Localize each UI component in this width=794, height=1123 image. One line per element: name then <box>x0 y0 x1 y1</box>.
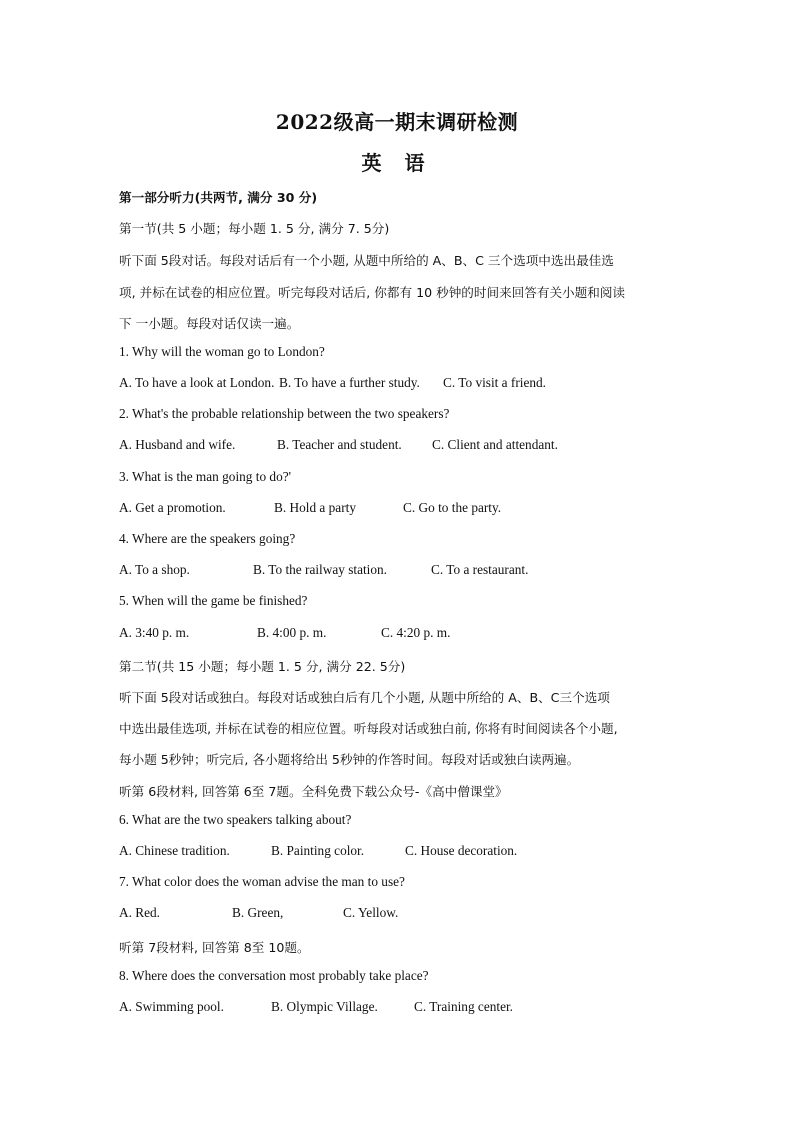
option-c: C. Yellow. <box>343 905 399 920</box>
option-b: B. Olympic Village. <box>271 999 378 1014</box>
question-options <box>119 999 513 1015</box>
question-options <box>119 625 450 641</box>
option-a: A. Chinese tradition. <box>119 843 230 858</box>
option-a: A. Swimming pool. <box>119 999 224 1014</box>
option-c: C. 4:20 p. m. <box>381 625 451 640</box>
question-options <box>119 500 501 516</box>
section1-instruction-line: 项, 并标在试卷的相应位置。听完每段对话后, 你都有 10 秒钟的时间来回答有关小题和阅读 <box>119 285 626 300</box>
option-c: C. Training center. <box>414 999 513 1014</box>
section2-heading: 第二节(共 15 小题；每小题 1. 5 分, 满分 22. 5分) <box>119 659 406 674</box>
question-text: 4. Where are the speakers going? <box>119 531 296 546</box>
section1-instruction-line: 下 一小题。每段对话仅读一遍。 <box>119 316 300 331</box>
question-options <box>119 562 528 578</box>
question-text: 7. What color does the woman advise the man to use? <box>119 874 405 889</box>
option-a: A. Red. <box>119 905 160 920</box>
option-b: B. Green, <box>232 905 284 920</box>
section1-heading: 第一节(共 5 小题；每小题 1. 5 分, 满分 7. 5分) <box>119 221 390 236</box>
option-b: B. Teacher and student. <box>277 437 402 452</box>
part1-heading: 第一部分听力(共两节, 满分 30 分) <box>119 190 318 205</box>
section2-instruction-line: 每小题 5秒钟；听完后, 各小题将给出 5秒钟的作答时间。每段对话或独白读两遍。 <box>119 752 580 767</box>
option-c: C. To visit a friend. <box>443 375 546 390</box>
option-b: B. To the railway station. <box>253 562 387 577</box>
option-c: C. Go to the party. <box>403 500 502 515</box>
question-options <box>119 843 517 859</box>
subject-title: 英 语 <box>361 151 433 175</box>
option-c: C. To a restaurant. <box>431 562 529 577</box>
option-c: C. Client and attendant. <box>432 437 558 452</box>
section2-instruction-line: 中选出最佳选项, 并标在试卷的相应位置。听每段对话或独白前, 你将有时间阅读各个小题, <box>119 721 618 736</box>
question-options <box>119 437 558 453</box>
option-b: B. To have a further study. <box>279 375 420 390</box>
option-a: A. Husband and wife. <box>119 437 236 452</box>
question-options <box>119 375 546 391</box>
exam-title: 2022级高一期末调研检测 <box>275 110 519 134</box>
option-a: A. 3:40 p. m. <box>119 625 190 640</box>
question-text: 5. When will the game be finished? <box>119 593 308 608</box>
option-a: A. To a shop. <box>119 562 190 577</box>
section1-instruction-line: 听下面 5段对话。每段对话后有一个小题, 从题中所给的 A、B、C 三个选项中选出最佳选 <box>119 253 614 268</box>
option-b: B. Painting color. <box>271 843 365 858</box>
question-text: 6. What are the two speakers talking about? <box>119 812 352 827</box>
question-options <box>119 905 398 921</box>
option-b: B. 4:00 p. m. <box>257 625 327 640</box>
option-a: A. Get a promotion. <box>119 500 226 515</box>
option-c: C. House decoration. <box>405 843 518 858</box>
section2-instruction-line: 听下面 5段对话或独白。每段对话或独白后有几个小题, 从题中所给的 A、B、C三个选项 <box>119 690 610 705</box>
material-instruction: 听第 6段材料, 回答第 6至 7题。全科免费下载公众号-《高中僧课堂》 <box>119 784 508 799</box>
question-text: 1. Why will the woman go to London? <box>119 344 325 359</box>
question-text: 3. What is the man going to do?' <box>119 469 292 484</box>
question-text: 8. Where does the conversation most probably take place? <box>119 968 429 983</box>
question-text: 2. What's the probable relationship between the two speakers? <box>119 406 450 421</box>
option-b: B. Hold a party <box>274 500 356 515</box>
material-instruction: 听第 7段材料, 回答第 8至 10题。 <box>119 940 310 955</box>
option-a: A. To have a look at London. <box>119 375 275 390</box>
